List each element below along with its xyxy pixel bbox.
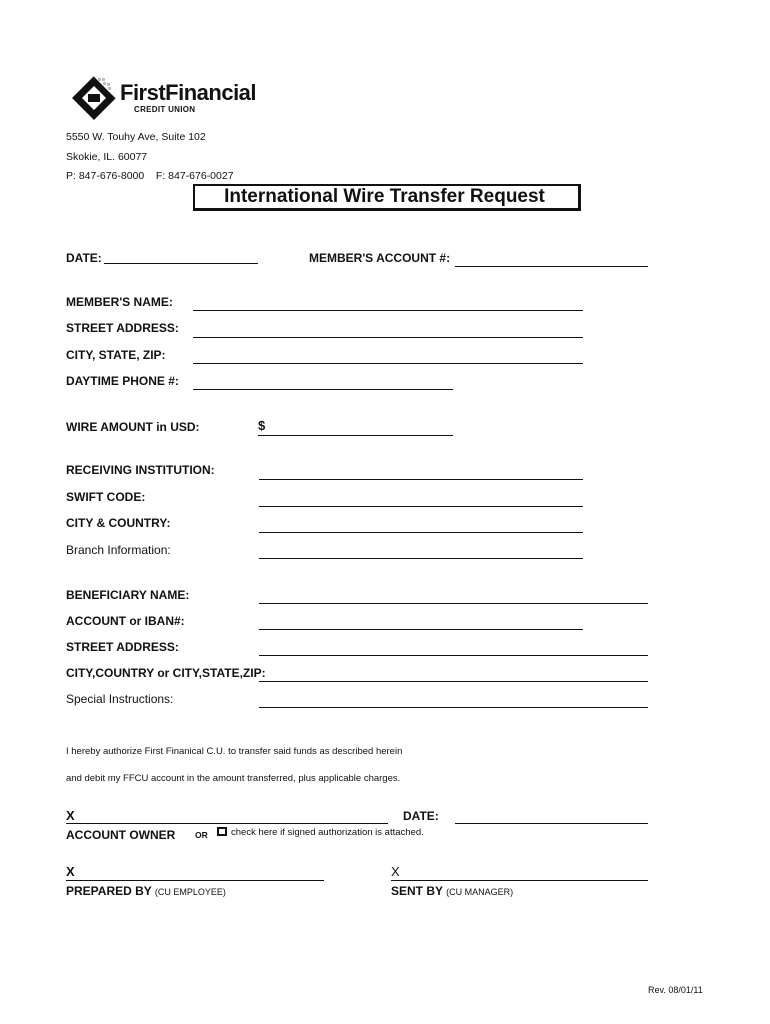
beneficiary-street-label: STREET ADDRESS: — [66, 640, 179, 654]
beneficiary-name-field[interactable] — [259, 603, 648, 604]
beneficiary-city-field[interactable] — [259, 681, 648, 682]
authorization-line-1: I hereby authorize First Finanical C.U. to transfer said funds as described herein — [66, 746, 403, 757]
signature-date-field[interactable] — [455, 823, 648, 824]
dollar-sign: $ — [258, 418, 266, 433]
iban-label: ACCOUNT or IBAN#: — [66, 614, 185, 628]
beneficiary-name-label: BENEFICIARY NAME: — [66, 588, 190, 602]
owner-signature-x: X — [66, 808, 75, 823]
signature-date-label: DATE: — [403, 809, 439, 823]
account-owner-label: ACCOUNT OWNER — [66, 828, 176, 842]
or-label: OR — [195, 830, 208, 840]
beneficiary-street-field[interactable] — [259, 655, 648, 656]
checkbox-text: check here if signed authorization is attached. — [231, 827, 424, 838]
street-address-label: STREET ADDRESS: — [66, 321, 179, 335]
swift-code-field[interactable] — [259, 506, 583, 507]
prepared-by-subtitle: (CU EMPLOYEE) — [154, 887, 226, 897]
revision-date: Rev. 08/01/11 — [648, 985, 703, 995]
prepared-by-label — [66, 884, 226, 899]
branch-info-field[interactable] — [259, 558, 583, 559]
date-label: DATE: — [66, 251, 102, 265]
sent-by-label — [391, 884, 513, 899]
city-country-field[interactable] — [259, 532, 583, 533]
swift-code-label: SWIFT CODE: — [66, 490, 146, 504]
special-instructions-field[interactable] — [259, 707, 648, 708]
address-city: Skokie, IL. 60077 — [66, 151, 148, 163]
logo-subtitle: CREDIT UNION — [134, 105, 196, 114]
sent-by-title: SENT BY — [391, 884, 443, 898]
branch-info-label: Branch Information: — [66, 543, 171, 557]
authorization-attached-checkbox[interactable] — [217, 827, 227, 836]
address-street: 5550 W. Touhy Ave, Suite 102 — [66, 131, 206, 143]
city-country-label: CITY & COUNTRY: — [66, 516, 171, 530]
daytime-phone-label: DAYTIME PHONE #: — [66, 374, 179, 388]
prepared-signature-x: X — [66, 864, 75, 879]
prepared-by-field[interactable] — [66, 880, 324, 881]
special-instructions-label: Special Instructions: — [66, 692, 174, 706]
daytime-phone-field[interactable] — [193, 389, 453, 390]
beneficiary-city-label: CITY,COUNTRY or CITY,STATE,ZIP: — [66, 666, 266, 680]
account-number-label: MEMBER'S ACCOUNT #: — [309, 251, 451, 265]
receiving-institution-field[interactable] — [259, 479, 583, 480]
iban-field[interactable] — [259, 629, 583, 630]
member-name-label: MEMBER'S NAME: — [66, 295, 173, 309]
sent-by-field[interactable] — [391, 880, 648, 881]
member-name-field[interactable] — [193, 310, 583, 311]
city-state-zip-field[interactable] — [193, 363, 583, 364]
owner-signature-field[interactable] — [66, 823, 388, 824]
form-title: International Wire Transfer Request — [224, 186, 545, 207]
sent-signature-x: X — [391, 864, 400, 879]
logo-wordmark: FirstFinancial — [120, 80, 257, 105]
street-address-field[interactable] — [193, 337, 583, 338]
phone-fax: P: 847-676-8000 F: 847-676-0027 — [66, 170, 234, 182]
city-state-zip-label: CITY, STATE, ZIP: — [66, 348, 166, 362]
wire-amount-field[interactable] — [258, 435, 453, 436]
account-number-field[interactable] — [455, 266, 648, 267]
authorization-line-2: and debit my FFCU account in the amount transferred, plus applicable charges. — [66, 773, 401, 784]
logo-mark-icon — [72, 76, 116, 120]
receiving-institution-label: RECEIVING INSTITUTION: — [66, 463, 215, 477]
sent-by-subtitle: (CU MANAGER) — [446, 887, 514, 897]
prepared-by-title: PREPARED BY — [66, 884, 152, 898]
wire-amount-label: WIRE AMOUNT in USD: — [66, 420, 200, 434]
date-field[interactable] — [104, 263, 258, 264]
